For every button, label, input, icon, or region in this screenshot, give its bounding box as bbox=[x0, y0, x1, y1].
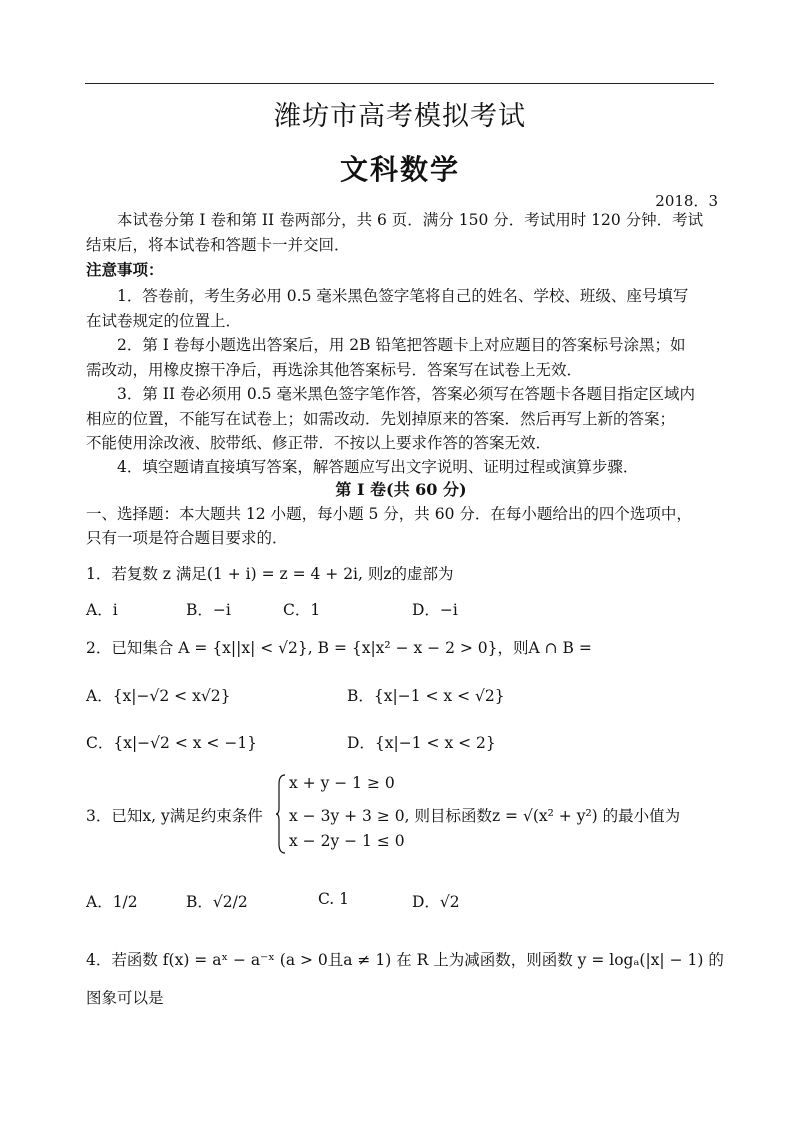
section-1-heading: 第 I 卷(共 60 分) bbox=[335, 480, 467, 499]
q3-prefix: 3．已知x, y满足约束条件 bbox=[86, 807, 263, 825]
intro-line-1: 本试卷分第 I 卷和第 II 卷两部分，共 6 页．满分 150 分．考试用时 120 分钟．考试 bbox=[117, 211, 704, 229]
q1-option-a: A．i bbox=[86, 601, 118, 619]
note-3-line-2: 相应的位置，不能写在试卷上；如需改动．先划掉原来的答案．然后再写上新的答案； bbox=[86, 410, 676, 428]
q2-option-c: C．{x|−√2 < x < −1} bbox=[86, 734, 258, 752]
intro-line-2: 结束后，将本试卷和答题卡一并交回． bbox=[86, 236, 350, 254]
q3-option-a: A．1/2 bbox=[86, 893, 138, 911]
note-3-line-3: 不能使用涂改液、胶带纸、修正带．不按以上要求作答的答案无效． bbox=[86, 434, 552, 452]
q3-constraint-1: x + y − 1 ≥ 0 bbox=[289, 774, 395, 792]
q2-stem: 2．已知集合 A = {x||x| < √2}, B = {x|x² − x − 2 > 0}，则A ∩ B = bbox=[86, 639, 592, 657]
notes-heading: 注意事项： bbox=[86, 260, 164, 279]
note-3-line-1: 3．第 II 卷必须用 0.5 毫米黑色签字笔作答，答案必须写在答题卡各题目指定区域内 bbox=[117, 385, 695, 403]
q3-constraint-2: x − 3y + 3 ≥ 0, 则目标函数z = √(x² + y²) 的最小值为 bbox=[289, 807, 681, 825]
note-4: 4．填空题请直接填写答案，解答题应写出文字说明、证明过程或演算步骤． bbox=[117, 458, 639, 476]
q1-option-d: D．−i bbox=[412, 601, 458, 619]
q4-stem-line-2: 图象可以是 bbox=[86, 989, 164, 1007]
note-2-line-1: 2．第 I 卷每小题选出答案后，用 2B 铅笔把答题卡上对应题目的答案标号涂黑；如 bbox=[117, 336, 686, 354]
q2-option-b: B．{x|−1 < x < √2} bbox=[347, 687, 505, 705]
q3-option-c: C. 1 bbox=[318, 890, 350, 908]
note-1-line-1: 1．答卷前，考生务必用 0.5 毫米黑色签字笔将自己的姓名、学校、班级、座号填写 bbox=[117, 287, 689, 305]
q3-option-b: B．√2/2 bbox=[186, 893, 248, 911]
exam-date: 2018．3 bbox=[655, 192, 718, 210]
subject-title: 文科数学 bbox=[339, 153, 460, 186]
note-2-line-2: 需改动，用橡皮擦干净后，再选涂其他答案标号．答案写在试卷上无效． bbox=[86, 361, 583, 379]
q1-option-b: B．−i bbox=[186, 601, 231, 619]
q1-option-c: C．1 bbox=[283, 601, 321, 619]
q2-option-d: D．{x|−1 < x < 2} bbox=[347, 734, 496, 752]
q1-stem: 1．若复数 z 满足(1 + i) = z = 4 + 2i, 则z的虚部为 bbox=[86, 565, 454, 583]
q2-option-a: A．{x|−√2 < x√2} bbox=[86, 687, 231, 705]
exam-title: 潍坊市高考模拟考试 bbox=[274, 101, 526, 132]
q4-stem: 4．若函数 f(x) = aˣ − a⁻ˣ (a > 0且a ≠ 1) 在 R 上为减函数，则函数 y = logₐ(|x| − 1) 的 bbox=[86, 951, 724, 969]
header-rule bbox=[85, 83, 714, 84]
note-1-line-2: 在试卷规定的位置上． bbox=[86, 312, 242, 330]
q3-option-d: D．√2 bbox=[412, 893, 460, 911]
section-1-desc-line-2: 只有一项是符合题目要求的． bbox=[86, 529, 288, 547]
q3-constraint-3: x − 2y − 1 ≤ 0 bbox=[289, 832, 405, 850]
q3-brace bbox=[276, 774, 286, 854]
section-1-desc-line-1: 一、选择题：本大题共 12 小题，每小题 5 分，共 60 分．在每小题给出的四个选项中， bbox=[86, 505, 692, 523]
